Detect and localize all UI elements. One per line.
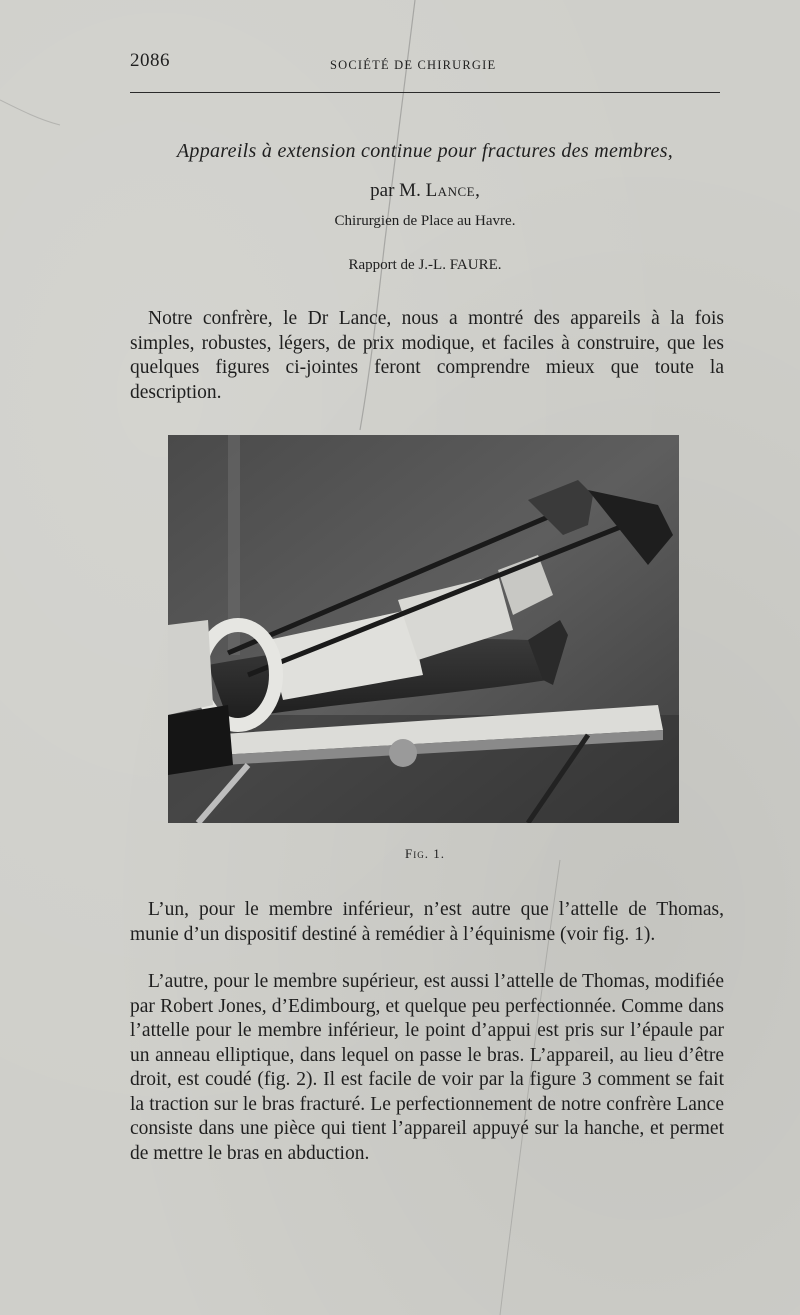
header-rule [130,92,720,93]
paragraph-3: L’autre, pour le membre supérieur, est aussi l’attelle de Thomas, modifiée par Robert Jones, d’Edimbourg, et quelque peu perfectionnée. Comme dans l’attelle pour le membre inférieur, le point d’appui est pris sur l’épaule par un anneau elliptique, dans lequel on passe le bras. L’appareil, au lieu d’être droit, est coudé (fig. 2). Il est facile de voir par la figure 3 comment se fait la traction sur le bras fracturé. Le perfectionnement de notre confrère Lance consiste dans une pièce qui tient l’appareil appuyé sur la hanche, et permet de mettre le bras en abduction. [130,971,724,1164]
author-name: Lance [425,180,476,201]
page-number: 2086 [130,50,170,71]
author-suffix: , [475,180,480,201]
running-head: SOCIÉTÉ DE CHIRURGIE [330,58,497,72]
author-prefix: par M. [370,180,426,201]
report-line: Rapport de J.-L. FAURE. [348,257,502,273]
article-title: Appareils à extension continue pour fractures des membres, [176,140,674,162]
article-author [130,180,720,202]
page-header [130,50,720,80]
figure-1-photo [168,435,679,823]
figure-1-caption: Fig. 1. [405,846,445,861]
paragraph-2: L’un, pour le membre inférieur, n’est autre que l’attelle de Thomas, munie d’un dispositif destiné à remédier à l’équinisme (voir fig. 1). [130,899,724,945]
splint-photograph [168,435,679,823]
paragraph-1: Notre confrère, le Dr Lance, nous a montré des appareils à la fois simples, robustes, légers, de prix modique, et faciles à construire, que les quelques figures ci-jointes feront comprendre mieux que toute la description. [130,308,724,403]
author-affiliation: Chirurgien de Place au Havre. [334,213,516,229]
